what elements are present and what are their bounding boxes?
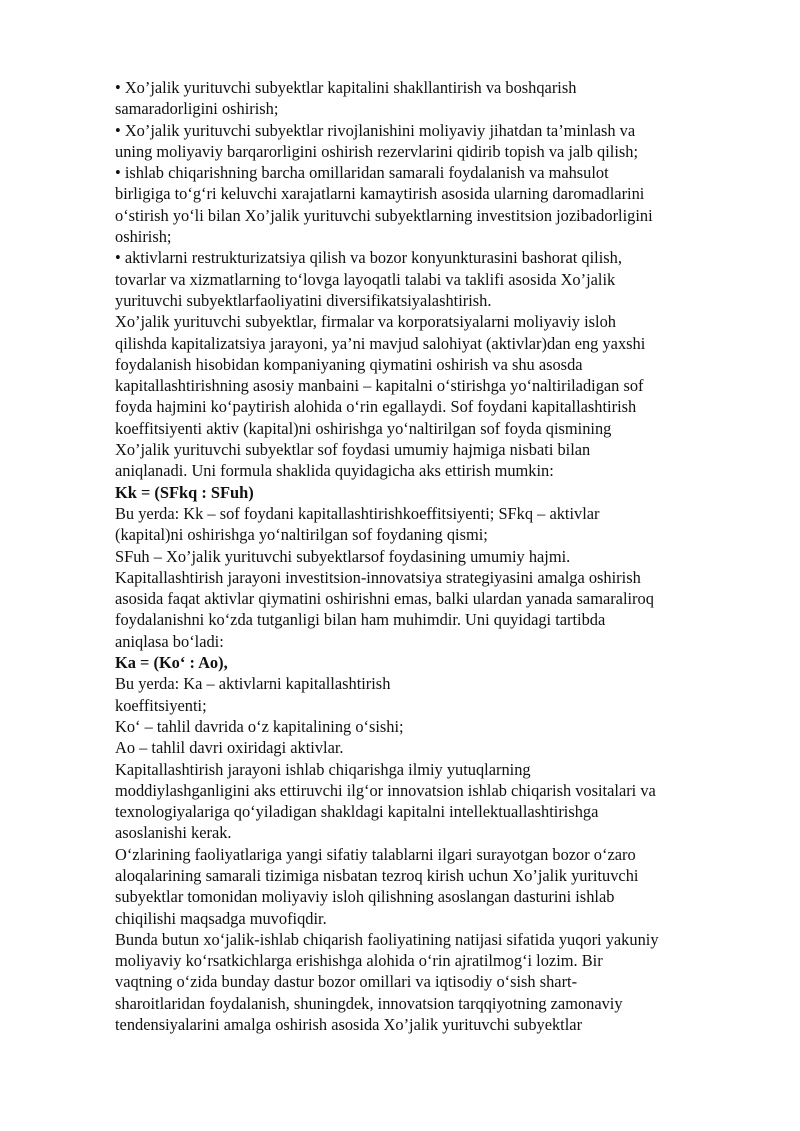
text-line: Kapitallashtirish jarayoni ishlab chiqarishga ilmiy yutuqlarning — [115, 759, 531, 779]
text-line: • Xo’jalik yurituvchi subyektlar rivojlanishini moliyaviy jihatdan ta’minlash va — [115, 120, 636, 140]
text-line: uning moliyaviy barqarorligini oshirish rezervlarini qidirib topish va jalb qilish; — [115, 141, 639, 161]
text-line: subyektlar tomonidan moliyaviy isloh qilishning asoslangan dasturini ishlab — [115, 887, 615, 907]
text-line: tendensiyalarini amalga oshirish asosida Xo’jalik yurituvchi subyektlar — [115, 1015, 583, 1035]
text-line: birligiga to‘g‘ri keluvchi xarajatlarni kamaytirish asosida ularning daromadlarini — [115, 184, 645, 204]
text-line: qilishda kapitalizatsiya jarayoni, ya’ni mavjud salohiyat (aktivlar)dan eng yaxshi — [115, 333, 646, 353]
formula-line: Ka = (Ko‘ : Ao), — [115, 653, 228, 673]
text-line: kapitallashtirishning asosiy manbaini – kapitalni o‘stirishga yo‘naltiriladigan sof — [115, 376, 644, 396]
text-line: texnologiyalariga qo‘yiladigan shakldagi kapitalni intellektuallashtirishga — [115, 802, 599, 822]
text-line: Ko‘ – tahlil davrida o‘z kapitalining o‘sishi; — [115, 716, 404, 736]
text-line: Bu yerda: Kk – sof foydani kapitallashtirishkoeffitsiyenti; SFkq – aktivlar — [115, 503, 600, 523]
text-line: sharoitlaridan foydalanish, shuningdek, innovatsion tarqqiyotning zamonaviy — [115, 993, 623, 1013]
text-line: Xo’jalik yurituvchi subyektlar, firmalar va korporatsiyalarni moliyaviy isloh — [115, 312, 616, 332]
text-line: aloqalarining samarali tizimiga nisbatan tezroq kirish uchun Xo’jalik yurituvchi — [115, 865, 639, 885]
text-line: (kapital)ni oshirishga yo‘naltirilgan sof foydaning qismi; — [115, 525, 488, 545]
text-line: O‘zlarining faoliyatlariga yangi sifatiy talablarni ilgari surayotgan bozor o‘zaro — [115, 844, 636, 864]
text-line: Xo’jalik yurituvchi subyektlar sof foydasi umumiy hajmiga nisbati bilan — [115, 440, 591, 460]
text-line: SFuh – Xo’jalik yurituvchi subyektlarsof foydasining umumiy hajmi. — [115, 546, 571, 566]
document-page — [115, 77, 745, 1035]
text-line: samaradorligini oshirish; — [115, 99, 279, 119]
text-line: aniqlasa bo‘ladi: — [115, 631, 224, 651]
text-line: • aktivlarni restrukturizatsiya qilish va bozor konyunkturasini bashorat qilish, — [115, 248, 622, 268]
text-line: Bu yerda: Ka – aktivlarni kapitallashtirish — [115, 674, 391, 694]
text-line: aniqlanadi. Uni formula shaklida quyidagicha aks ettirish mumkin: — [115, 461, 554, 481]
text-line: chiqilishi maqsadga muvofiqdir. — [115, 908, 327, 928]
text-line: asosida faqat aktivlar qiymatini oshirishni emas, balki ulardan yanada samaraliroq — [115, 589, 654, 609]
text-line: koeffitsiyenti; — [115, 695, 207, 715]
text-line: yurituvchi subyektlarfaoliyatini diversifikatsiyalashtirish. — [115, 290, 492, 310]
text-line: • Xo’jalik yurituvchi subyektlar kapitalini shakllantirish va boshqarish — [115, 78, 577, 97]
text-line: koeffitsiyenti aktiv (kapital)ni oshirishga yo‘naltirilgan sof foyda qismining — [115, 418, 612, 438]
text-line: vaqtning o‘zida bunday dastur bozor omillari va iqtisodiy o‘sish shart- — [115, 972, 578, 992]
text-line: Ao – tahlil davri oxiridagi aktivlar. — [115, 738, 344, 758]
text-line: foyda hajmini ko‘paytirish alohida o‘rin egallaydi. Sof foydani kapitallashtirish — [115, 397, 637, 417]
text-line: • ishlab chiqarishning barcha omillaridan samarali foydalanish va mahsulot — [115, 163, 609, 183]
text-line: foydalanishni ko‘zda tutganligi bilan ham muhimdir. Uni quyidagi tartibda — [115, 610, 606, 630]
text-line: o‘stirish yo‘li bilan Xo’jalik yurituvchi subyektlarning investitsion jozibadorligini — [115, 205, 653, 225]
text-line: Bunda butun xo‘jalik-ishlab chiqarish faoliyatining natijasi sifatida yuqori yakuniy — [115, 929, 659, 949]
text-line: tovarlar va xizmatlarning to‘lovga layoqatli talabi va taklifi asosida Xo’jalik — [115, 269, 616, 289]
text-line: oshirish; — [115, 227, 172, 247]
text-line: foydalanish hisobidan kompaniyaning qiymatini oshirish va shu asosda — [115, 354, 583, 374]
text-line: moliyaviy ko‘rsatkichlarga erishishga alohida o‘rin ajratilmog‘i lozim. Bir — [115, 951, 603, 971]
text-line: Kapitallashtirish jarayoni investitsion-innovatsiya strategiyasini amalga oshirish — [115, 567, 641, 587]
text-line: asoslanishi kerak. — [115, 823, 232, 843]
formula-line: Kk = (SFkq : SFuh) — [115, 482, 254, 502]
text-line: moddiylashganligini aks ettiruvchi ilg‘or innovatsion ishlab chiqarish vositalari va — [115, 780, 656, 800]
